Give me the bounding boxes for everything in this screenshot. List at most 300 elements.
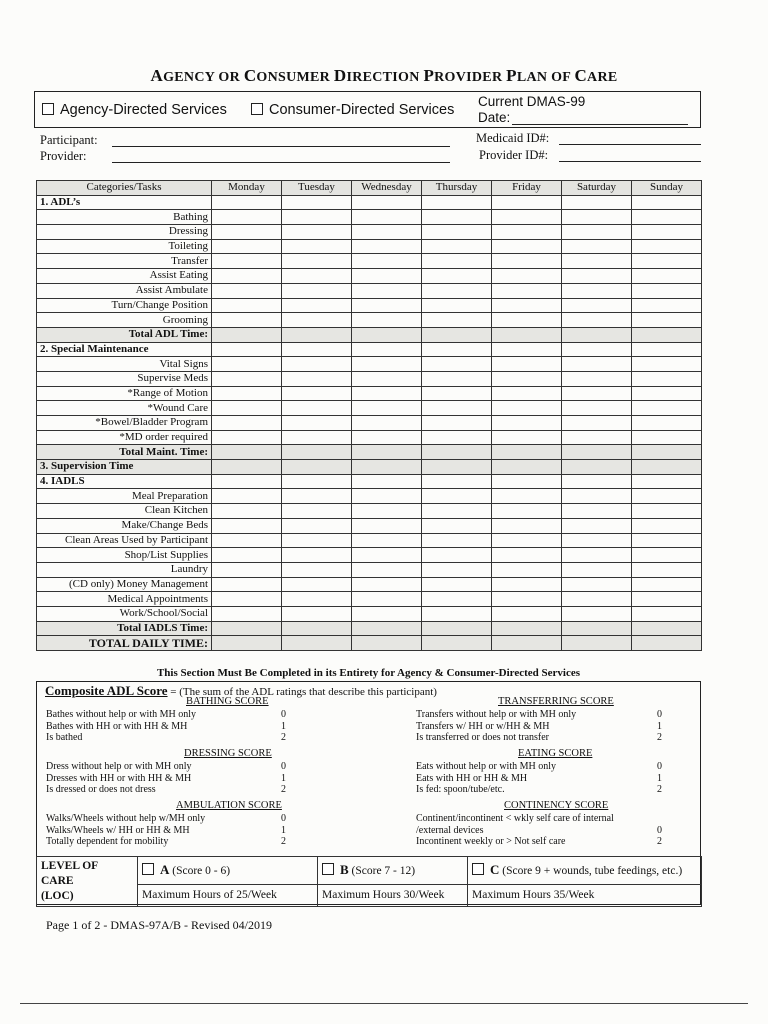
score-value: 2 xyxy=(281,836,286,847)
loc-c-option[interactable] xyxy=(468,857,702,885)
time-entry-cell[interactable] xyxy=(562,474,632,489)
time-entry-cell[interactable] xyxy=(422,577,492,592)
time-entry-cell[interactable] xyxy=(352,430,422,445)
score-row xyxy=(416,813,662,825)
time-entry-cell[interactable] xyxy=(212,430,282,445)
time-entry-cell[interactable] xyxy=(562,283,632,298)
time-entry-cell[interactable] xyxy=(422,489,492,504)
table-row xyxy=(37,401,702,416)
header-day: Wednesday xyxy=(352,181,422,196)
time-entry-cell[interactable] xyxy=(632,357,702,372)
time-entry-cell[interactable] xyxy=(492,401,562,416)
loc-a-score: (Score 0 - 6) xyxy=(169,865,231,878)
time-entry-cell[interactable] xyxy=(352,283,422,298)
time-entry-cell[interactable] xyxy=(212,636,282,651)
time-entry-cell[interactable] xyxy=(212,474,282,489)
time-entry-cell[interactable] xyxy=(282,577,352,592)
continency-score-heading: CONTINENCY SCORE xyxy=(504,800,609,811)
score-description: Totally dependent for mobility xyxy=(46,836,169,847)
time-entry-cell[interactable] xyxy=(492,357,562,372)
time-entry-cell[interactable] xyxy=(282,401,352,416)
time-entry-cell[interactable] xyxy=(562,195,632,210)
time-entry-cell[interactable] xyxy=(282,562,352,577)
time-entry-cell[interactable] xyxy=(632,577,702,592)
loc-b-max-hours: Maximum Hours 30/Week xyxy=(318,884,468,906)
task-label: Grooming xyxy=(37,313,212,328)
time-entry-cell[interactable] xyxy=(282,621,352,636)
time-entry-cell[interactable] xyxy=(562,269,632,284)
time-entry-cell[interactable] xyxy=(492,371,562,386)
time-entry-cell[interactable] xyxy=(422,445,492,460)
task-label: Dressing xyxy=(37,225,212,240)
time-entry-cell[interactable] xyxy=(632,371,702,386)
time-entry-cell[interactable] xyxy=(632,401,702,416)
time-entry-cell[interactable] xyxy=(282,489,352,504)
time-entry-cell[interactable] xyxy=(282,533,352,548)
time-entry-cell[interactable] xyxy=(282,371,352,386)
time-entry-cell[interactable] xyxy=(282,592,352,607)
table-row xyxy=(37,283,702,298)
agency-directed-option[interactable] xyxy=(42,102,227,118)
time-entry-cell[interactable] xyxy=(492,313,562,328)
time-entry-cell[interactable] xyxy=(492,636,562,651)
time-entry-cell[interactable] xyxy=(212,342,282,357)
time-entry-cell[interactable] xyxy=(632,298,702,313)
time-entry-cell[interactable] xyxy=(352,489,422,504)
time-entry-cell[interactable] xyxy=(282,254,352,269)
time-entry-cell[interactable] xyxy=(212,533,282,548)
table-row xyxy=(37,489,702,504)
time-entry-cell[interactable] xyxy=(282,548,352,563)
task-label: Assist Eating xyxy=(37,269,212,284)
time-entry-cell[interactable] xyxy=(352,239,422,254)
task-label: Clean Kitchen xyxy=(37,504,212,519)
time-entry-cell[interactable] xyxy=(562,518,632,533)
time-entry-cell[interactable] xyxy=(562,210,632,225)
time-entry-cell[interactable] xyxy=(282,210,352,225)
time-entry-cell[interactable] xyxy=(352,327,422,342)
time-entry-cell[interactable] xyxy=(632,342,702,357)
table-row xyxy=(37,371,702,386)
time-entry-cell[interactable] xyxy=(212,357,282,372)
time-entry-cell[interactable] xyxy=(562,239,632,254)
time-entry-cell[interactable] xyxy=(352,562,422,577)
time-entry-cell[interactable] xyxy=(352,269,422,284)
time-entry-cell[interactable] xyxy=(632,621,702,636)
time-entry-cell[interactable] xyxy=(492,577,562,592)
medicaid-id-field[interactable] xyxy=(559,144,701,145)
time-entry-cell[interactable] xyxy=(632,489,702,504)
task-label: (CD only) Money Management xyxy=(37,577,212,592)
time-entry-cell[interactable] xyxy=(492,445,562,460)
time-entry-cell[interactable] xyxy=(562,313,632,328)
time-entry-cell[interactable] xyxy=(212,592,282,607)
time-entry-cell[interactable] xyxy=(492,430,562,445)
time-entry-cell[interactable] xyxy=(562,592,632,607)
time-entry-cell[interactable] xyxy=(282,606,352,621)
time-entry-cell[interactable] xyxy=(562,327,632,342)
header-day: Friday xyxy=(492,181,562,196)
time-entry-cell[interactable] xyxy=(632,460,702,475)
table-row xyxy=(37,592,702,607)
time-entry-cell[interactable] xyxy=(212,562,282,577)
time-entry-cell[interactable] xyxy=(352,577,422,592)
time-entry-cell[interactable] xyxy=(282,342,352,357)
time-entry-cell[interactable] xyxy=(282,225,352,240)
time-entry-cell[interactable] xyxy=(282,445,352,460)
time-entry-cell[interactable] xyxy=(282,416,352,431)
score-description: Bathes with HH or with HH & MH xyxy=(46,720,188,732)
header-categories: Categories/Tasks xyxy=(37,181,212,196)
time-entry-cell[interactable] xyxy=(352,518,422,533)
time-entry-cell[interactable] xyxy=(352,342,422,357)
time-entry-cell[interactable] xyxy=(422,548,492,563)
time-entry-cell[interactable] xyxy=(492,225,562,240)
time-entry-cell[interactable] xyxy=(562,430,632,445)
score-description: Continent/incontinent < wkly self care of internal xyxy=(416,813,614,824)
time-entry-cell[interactable] xyxy=(352,592,422,607)
time-entry-cell[interactable] xyxy=(632,239,702,254)
loc-c-checkbox[interactable] xyxy=(472,863,484,875)
time-entry-cell[interactable] xyxy=(352,445,422,460)
time-entry-cell[interactable] xyxy=(632,254,702,269)
time-entry-cell[interactable] xyxy=(632,548,702,563)
agency-checkbox[interactable] xyxy=(42,103,54,115)
time-entry-cell[interactable] xyxy=(492,562,562,577)
score-description: Transfers without help or with MH only xyxy=(416,709,577,720)
time-entry-cell[interactable] xyxy=(562,416,632,431)
time-entry-cell[interactable] xyxy=(492,489,562,504)
time-entry-cell[interactable] xyxy=(212,489,282,504)
time-entry-cell[interactable] xyxy=(562,562,632,577)
time-entry-cell[interactable] xyxy=(492,474,562,489)
time-entry-cell[interactable] xyxy=(212,606,282,621)
time-entry-cell[interactable] xyxy=(562,386,632,401)
time-entry-cell[interactable] xyxy=(562,357,632,372)
time-entry-cell[interactable] xyxy=(212,504,282,519)
task-label: Total IADLS Time: xyxy=(37,621,212,636)
loc-b-checkbox[interactable] xyxy=(322,863,334,875)
time-entry-cell[interactable] xyxy=(352,548,422,563)
time-entry-cell[interactable] xyxy=(212,254,282,269)
dmas-99-block xyxy=(478,94,585,126)
time-entry-cell[interactable] xyxy=(282,313,352,328)
time-entry-cell[interactable] xyxy=(422,210,492,225)
table-row xyxy=(37,533,702,548)
time-entry-cell[interactable] xyxy=(422,474,492,489)
time-entry-cell[interactable] xyxy=(352,313,422,328)
time-entry-cell[interactable] xyxy=(492,504,562,519)
table-row xyxy=(37,269,702,284)
score-description: /external devices xyxy=(416,824,484,836)
loc-b-option[interactable] xyxy=(318,857,468,885)
score-description: Incontinent weekly or > Not self care xyxy=(416,836,566,847)
score-description: Dress without help or with MH only xyxy=(46,761,192,772)
time-entry-cell[interactable] xyxy=(282,298,352,313)
eating-score-list xyxy=(416,761,662,796)
transferring-score-heading: TRANSFERRING SCORE xyxy=(498,696,614,707)
time-entry-cell[interactable] xyxy=(352,357,422,372)
time-entry-cell[interactable] xyxy=(562,548,632,563)
time-entry-cell[interactable] xyxy=(352,474,422,489)
time-entry-cell[interactable] xyxy=(352,621,422,636)
score-description: Is dressed or does not dress xyxy=(46,784,156,795)
time-entry-cell[interactable] xyxy=(492,210,562,225)
time-entry-cell[interactable] xyxy=(422,533,492,548)
time-entry-cell[interactable] xyxy=(282,386,352,401)
time-entry-cell[interactable] xyxy=(562,636,632,651)
consumer-directed-option[interactable] xyxy=(251,102,454,118)
time-entry-cell[interactable] xyxy=(632,195,702,210)
time-entry-cell[interactable] xyxy=(632,562,702,577)
task-label: Clean Areas Used by Participant xyxy=(37,533,212,548)
time-entry-cell[interactable] xyxy=(492,518,562,533)
table-row xyxy=(37,195,702,210)
time-entry-cell[interactable] xyxy=(352,533,422,548)
time-entry-cell[interactable] xyxy=(422,636,492,651)
time-entry-cell[interactable] xyxy=(212,225,282,240)
header-day: Tuesday xyxy=(282,181,352,196)
time-entry-cell[interactable] xyxy=(562,342,632,357)
loc-a-option[interactable] xyxy=(138,857,318,885)
loc-c-score: (Score 9 + wounds, tube feedings, etc.) xyxy=(499,865,683,878)
task-label: *Bowel/Bladder Program xyxy=(37,416,212,431)
time-entry-cell[interactable] xyxy=(422,562,492,577)
table-row xyxy=(37,518,702,533)
time-entry-cell[interactable] xyxy=(422,606,492,621)
header-day: Sunday xyxy=(632,181,702,196)
time-entry-cell[interactable] xyxy=(422,371,492,386)
time-entry-cell[interactable] xyxy=(352,210,422,225)
time-entry-cell[interactable] xyxy=(562,298,632,313)
time-entry-cell[interactable] xyxy=(632,474,702,489)
time-entry-cell[interactable] xyxy=(282,195,352,210)
time-entry-cell[interactable] xyxy=(282,327,352,342)
time-entry-cell[interactable] xyxy=(632,210,702,225)
consumer-checkbox[interactable] xyxy=(251,103,263,115)
score-row xyxy=(416,721,662,733)
time-entry-cell[interactable] xyxy=(352,416,422,431)
score-value: 0 xyxy=(281,813,286,824)
time-entry-cell[interactable] xyxy=(352,606,422,621)
time-entry-cell[interactable] xyxy=(562,533,632,548)
time-entry-cell[interactable] xyxy=(422,401,492,416)
score-row xyxy=(46,773,286,785)
time-entry-cell[interactable] xyxy=(422,430,492,445)
time-entry-cell[interactable] xyxy=(212,460,282,475)
time-entry-cell[interactable] xyxy=(632,386,702,401)
provider-id-field[interactable] xyxy=(559,161,701,162)
time-entry-cell[interactable] xyxy=(352,195,422,210)
loc-a-checkbox[interactable] xyxy=(142,863,154,875)
time-entry-cell[interactable] xyxy=(492,269,562,284)
time-entry-cell[interactable] xyxy=(492,592,562,607)
time-entry-cell[interactable] xyxy=(352,298,422,313)
time-entry-cell[interactable] xyxy=(212,298,282,313)
time-entry-cell[interactable] xyxy=(632,606,702,621)
consumer-label: Consumer-Directed Services xyxy=(269,102,455,118)
time-entry-cell[interactable] xyxy=(492,298,562,313)
time-entry-cell[interactable] xyxy=(632,504,702,519)
task-label: Turn/Change Position xyxy=(37,298,212,313)
time-entry-cell[interactable] xyxy=(212,518,282,533)
time-entry-cell[interactable] xyxy=(212,401,282,416)
time-entry-cell[interactable] xyxy=(282,474,352,489)
time-entry-cell[interactable] xyxy=(212,327,282,342)
dmas-date-field[interactable] xyxy=(512,124,688,125)
time-entry-cell[interactable] xyxy=(492,254,562,269)
time-entry-cell[interactable] xyxy=(632,283,702,298)
time-entry-cell[interactable] xyxy=(632,636,702,651)
time-entry-cell[interactable] xyxy=(492,283,562,298)
table-row xyxy=(37,342,702,357)
score-description: Eats without help or with MH only xyxy=(416,761,556,772)
time-entry-cell[interactable] xyxy=(492,548,562,563)
time-entry-cell[interactable] xyxy=(282,357,352,372)
time-entry-cell[interactable] xyxy=(562,621,632,636)
time-entry-cell[interactable] xyxy=(492,606,562,621)
time-entry-cell[interactable] xyxy=(562,445,632,460)
agency-label: Agency-Directed Services xyxy=(60,102,227,118)
time-entry-cell[interactable] xyxy=(632,225,702,240)
loc-label-cell xyxy=(37,857,138,907)
time-entry-cell[interactable] xyxy=(422,254,492,269)
time-entry-cell[interactable] xyxy=(352,254,422,269)
task-label: *Wound Care xyxy=(37,401,212,416)
time-entry-cell[interactable] xyxy=(212,239,282,254)
time-entry-cell[interactable] xyxy=(562,254,632,269)
time-entry-cell[interactable] xyxy=(422,225,492,240)
time-entry-cell[interactable] xyxy=(352,225,422,240)
time-entry-cell[interactable] xyxy=(212,577,282,592)
time-entry-cell[interactable] xyxy=(422,283,492,298)
score-value: 2 xyxy=(657,732,662,743)
time-entry-cell[interactable] xyxy=(212,313,282,328)
score-row xyxy=(46,761,286,773)
table-row xyxy=(37,445,702,460)
time-entry-cell[interactable] xyxy=(282,430,352,445)
time-entry-cell[interactable] xyxy=(632,313,702,328)
time-entry-cell[interactable] xyxy=(422,504,492,519)
time-entry-cell[interactable] xyxy=(562,371,632,386)
time-entry-cell[interactable] xyxy=(422,342,492,357)
table-row xyxy=(37,474,702,489)
time-entry-cell[interactable] xyxy=(422,195,492,210)
time-entry-cell[interactable] xyxy=(422,298,492,313)
score-row xyxy=(46,721,286,733)
time-entry-cell[interactable] xyxy=(282,518,352,533)
time-entry-cell[interactable] xyxy=(492,239,562,254)
time-entry-cell[interactable] xyxy=(492,621,562,636)
time-entry-cell[interactable] xyxy=(632,269,702,284)
transferring-score-list xyxy=(416,709,662,744)
time-entry-cell[interactable] xyxy=(282,283,352,298)
page-footer: Page 1 of 2 - DMAS-97A/B - Revised 04/2019 xyxy=(46,918,272,932)
time-entry-cell[interactable] xyxy=(282,460,352,475)
time-entry-cell[interactable] xyxy=(492,386,562,401)
time-entry-cell[interactable] xyxy=(492,342,562,357)
time-entry-cell[interactable] xyxy=(352,636,422,651)
time-entry-cell[interactable] xyxy=(492,533,562,548)
time-entry-cell[interactable] xyxy=(212,445,282,460)
time-entry-cell[interactable] xyxy=(352,504,422,519)
provider-field[interactable] xyxy=(112,162,450,163)
time-entry-cell[interactable] xyxy=(422,239,492,254)
time-entry-cell[interactable] xyxy=(492,327,562,342)
time-entry-cell[interactable] xyxy=(212,416,282,431)
task-label: Meal Preparation xyxy=(37,489,212,504)
score-row xyxy=(416,709,662,721)
time-entry-cell[interactable] xyxy=(562,460,632,475)
time-entry-cell[interactable] xyxy=(282,269,352,284)
time-entry-cell[interactable] xyxy=(422,460,492,475)
task-label: 3. Supervision Time xyxy=(37,460,212,475)
time-entry-cell[interactable] xyxy=(212,386,282,401)
time-entry-cell[interactable] xyxy=(632,327,702,342)
time-entry-cell[interactable] xyxy=(562,489,632,504)
time-entry-cell[interactable] xyxy=(212,371,282,386)
time-entry-cell[interactable] xyxy=(632,518,702,533)
time-entry-cell[interactable] xyxy=(212,210,282,225)
score-row xyxy=(416,773,662,785)
time-entry-cell[interactable] xyxy=(632,430,702,445)
time-entry-cell[interactable] xyxy=(422,621,492,636)
time-entry-cell[interactable] xyxy=(352,460,422,475)
time-entry-cell[interactable] xyxy=(632,592,702,607)
time-entry-cell[interactable] xyxy=(212,621,282,636)
time-entry-cell[interactable] xyxy=(632,533,702,548)
time-entry-cell[interactable] xyxy=(562,225,632,240)
time-entry-cell[interactable] xyxy=(632,445,702,460)
provider-label: Provider: xyxy=(40,149,87,163)
time-entry-cell[interactable] xyxy=(212,195,282,210)
time-entry-cell[interactable] xyxy=(422,357,492,372)
time-entry-cell[interactable] xyxy=(492,416,562,431)
time-entry-cell[interactable] xyxy=(282,239,352,254)
time-entry-cell[interactable] xyxy=(562,577,632,592)
dmas-date-label: Date: xyxy=(478,110,511,125)
time-entry-cell[interactable] xyxy=(562,504,632,519)
time-entry-cell[interactable] xyxy=(212,283,282,298)
time-entry-cell[interactable] xyxy=(282,636,352,651)
time-entry-cell[interactable] xyxy=(562,606,632,621)
time-entry-cell[interactable] xyxy=(422,518,492,533)
time-entry-cell[interactable] xyxy=(282,504,352,519)
time-entry-cell[interactable] xyxy=(422,313,492,328)
participant-label: Participant: xyxy=(40,133,98,147)
continency-score-list xyxy=(416,813,662,848)
time-entry-cell[interactable] xyxy=(632,416,702,431)
time-entry-cell[interactable] xyxy=(422,416,492,431)
loc-label: LEVEL OF CARE xyxy=(41,860,98,887)
time-entry-cell[interactable] xyxy=(562,401,632,416)
time-entry-cell[interactable] xyxy=(352,386,422,401)
time-entry-cell[interactable] xyxy=(422,269,492,284)
time-entry-cell[interactable] xyxy=(422,592,492,607)
loc-c-max-hours: Maximum Hours 35/Week xyxy=(468,884,702,906)
table-row xyxy=(37,298,702,313)
time-entry-cell[interactable] xyxy=(352,401,422,416)
time-entry-cell[interactable] xyxy=(212,548,282,563)
time-entry-cell[interactable] xyxy=(212,269,282,284)
time-entry-cell[interactable] xyxy=(352,371,422,386)
time-entry-cell[interactable] xyxy=(422,386,492,401)
participant-field[interactable] xyxy=(112,146,450,147)
table-row xyxy=(37,416,702,431)
time-entry-cell[interactable] xyxy=(492,460,562,475)
time-entry-cell[interactable] xyxy=(492,195,562,210)
time-entry-cell[interactable] xyxy=(422,327,492,342)
